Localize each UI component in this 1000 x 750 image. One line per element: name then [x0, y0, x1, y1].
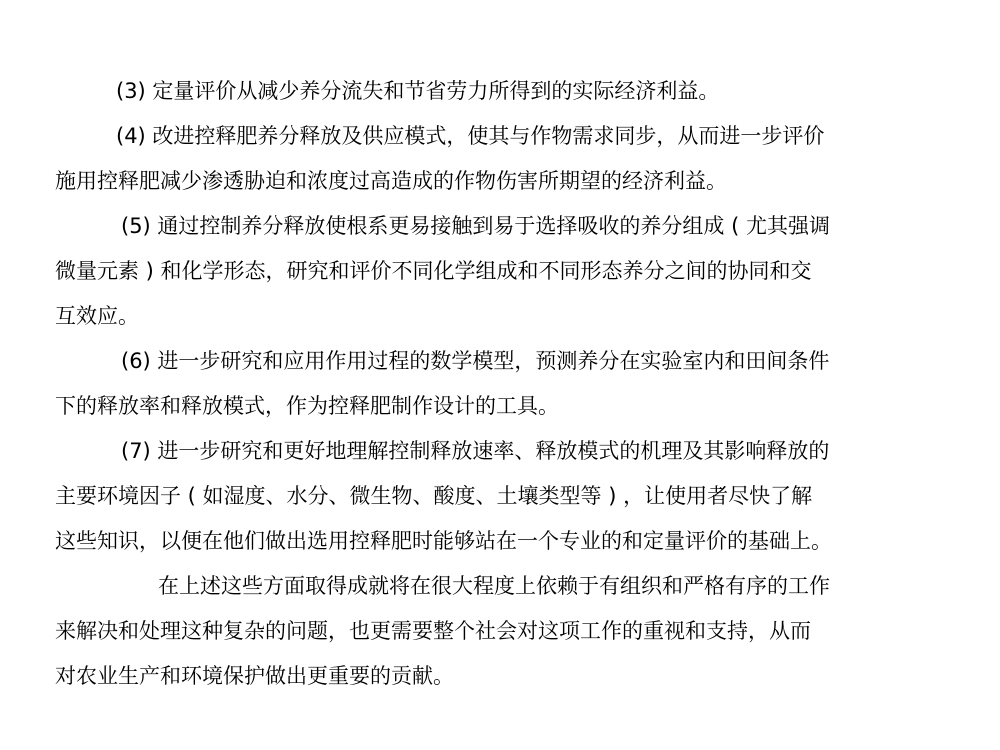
item-7-line-3: 这些知识，以便在他们做出选用控释肥时能够站在一个专业的和定量评价的基础上。 [55, 529, 832, 553]
item-3-line-1: (3) 定量评价从减少养分流失和节省劳力所得到的实际经济利益。 [116, 79, 720, 103]
item-5-line-3: 互效应。 [55, 304, 139, 328]
item-4-line-1: (4) 改进控释肥养分释放及供应模式，使其与作物需求同步，从而进一步评价 [116, 124, 825, 148]
item-6-line-2: 下的释放率和释放模式，作为控释肥制作设计的工具。 [55, 394, 559, 418]
item-6-line-1: (6) 进一步研究和应用作用过程的数学模型，预测养分在实验室内和田间条件 [121, 349, 830, 373]
summary-line-2: 来解决和处理这种复杂的问题，也更需要整个社会对这项工作的重视和支持，从而 [55, 619, 811, 643]
summary-line-1: 在上述这些方面取得成就将在很大程度上依赖于有组织和严格有序的工作 [158, 574, 830, 598]
item-4-line-2: 施用控释肥减少渗透胁迫和浓度过高造成的作物伤害所期望的经济利益。 [55, 169, 727, 193]
item-7-line-2: 主要环境因子 ( 如湿度、水分、微生物、酸度、土壤类型等 ) ，让使用者尽快了解 [55, 484, 813, 508]
summary-line-3: 对农业生产和环境保护做出更重要的贡献。 [55, 664, 454, 688]
item-7-line-1: (7) 进一步研究和更好地理解控制释放速率、释放模式的机理及其影响释放的 [121, 439, 830, 463]
item-5-line-2: 微量元素 ) 和化学形态，研究和评价不同化学组成和不同形态养分之间的协同和交 [55, 259, 812, 283]
item-5-line-1: (5) 通过控制养分释放使根系更易接触到易于选择吸收的养分组成 ( 尤其强调 [121, 214, 830, 238]
